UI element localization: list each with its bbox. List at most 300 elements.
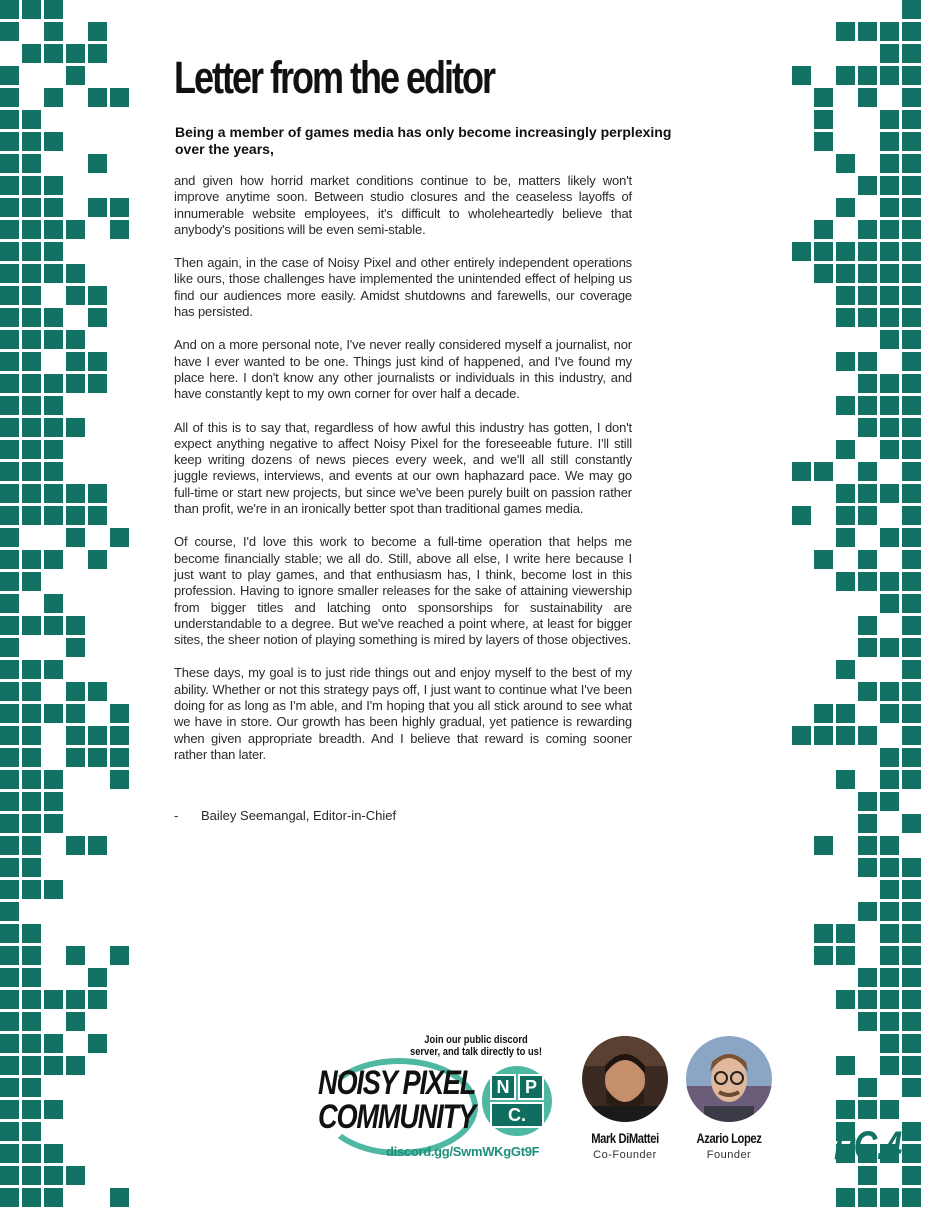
person-card	[674, 1036, 784, 1161]
pixel-cell	[880, 286, 899, 305]
pixel-cell	[0, 792, 19, 811]
pixel-cell	[0, 682, 19, 701]
pixel-cell	[22, 858, 41, 877]
pixel-cell	[814, 462, 833, 481]
pixel-cell	[858, 220, 877, 239]
pixel-cell	[44, 484, 63, 503]
pixel-cell	[22, 1034, 41, 1053]
pixel-cell	[902, 682, 921, 701]
pixel-cell	[880, 374, 899, 393]
pixel-cell	[44, 594, 63, 613]
pixel-cell	[858, 814, 877, 833]
pixel-cell	[792, 506, 811, 525]
pixel-cell	[880, 990, 899, 1009]
pixel-cell	[66, 528, 85, 547]
pixel-cell	[0, 638, 19, 657]
pixel-cell	[880, 572, 899, 591]
pixel-cell	[836, 660, 855, 679]
pixel-cell	[0, 616, 19, 635]
pixel-cell	[858, 352, 877, 371]
pixel-cell	[0, 308, 19, 327]
pixel-cell	[858, 1012, 877, 1031]
pixel-cell	[902, 528, 921, 547]
pixel-cell	[880, 1056, 899, 1075]
pixel-cell	[0, 462, 19, 481]
pixel-cell	[22, 198, 41, 217]
pixel-cell	[902, 594, 921, 613]
article-body	[174, 173, 632, 780]
pixel-cell	[22, 770, 41, 789]
pixel-cell	[66, 484, 85, 503]
pixel-cell	[0, 352, 19, 371]
pixel-cell	[0, 770, 19, 789]
pixel-cell	[0, 660, 19, 679]
pixel-cell	[22, 946, 41, 965]
pixel-cell	[22, 1122, 41, 1141]
pixel-cell	[858, 242, 877, 261]
pixel-cell	[902, 132, 921, 151]
signature	[174, 808, 396, 823]
pixel-cell	[44, 418, 63, 437]
pixel-cell	[880, 132, 899, 151]
pixel-cell	[0, 946, 19, 965]
pixel-cell	[0, 1166, 19, 1185]
pixel-cell	[902, 462, 921, 481]
pixel-cell	[22, 616, 41, 635]
pixel-cell	[836, 726, 855, 745]
pixel-cell	[22, 154, 41, 173]
pixel-cell	[836, 66, 855, 85]
pixel-cell	[902, 506, 921, 525]
pixel-cell	[44, 1100, 63, 1119]
pixel-cell	[858, 88, 877, 107]
pixel-cell	[836, 1100, 855, 1119]
pixel-cell	[0, 1012, 19, 1031]
pixel-cell	[88, 990, 107, 1009]
pixel-cell	[88, 550, 107, 569]
pixel-cell	[0, 748, 19, 767]
pixel-cell	[22, 506, 41, 525]
pixel-cell	[44, 1188, 63, 1207]
pixel-cell	[0, 1144, 19, 1163]
pixel-cell	[836, 924, 855, 943]
discord-link[interactable]: discord.gg/SwmWKgGt9F	[386, 1144, 540, 1159]
pixel-cell	[880, 968, 899, 987]
pixel-cell	[0, 154, 19, 173]
pixel-cell	[902, 352, 921, 371]
pixel-cell	[0, 396, 19, 415]
pixel-cell	[880, 792, 899, 811]
pixel-cell	[902, 1122, 921, 1141]
person-name: Azario Lopez	[696, 1130, 762, 1146]
pixel-cell	[836, 286, 855, 305]
pixel-cell	[880, 220, 899, 239]
left-pixel-border	[0, 0, 136, 1200]
pixel-cell	[66, 1166, 85, 1185]
pixel-cell	[858, 968, 877, 987]
pixel-cell	[858, 22, 877, 41]
pixel-cell	[44, 132, 63, 151]
pixel-cell	[0, 858, 19, 877]
pixel-cell	[22, 924, 41, 943]
paragraph: Of course, I'd love this work to become a full-time operation that helps me become financially stable; we all do. Still, above all else, I write here because I just want to play games, and that enthusiasm has, I think, become lost in this profession. Having to ignore smaller releases for the sake of attaining viewership from bigger titles and latching onto sponsorships for sustainability are understandable to a degree. But we've reached a point where, at least for bigger sites, the sheer notion of playing something is mired by layers of those objectives.	[174, 534, 632, 648]
pixel-cell	[44, 550, 63, 569]
pixel-cell	[880, 110, 899, 129]
pixel-cell	[0, 374, 19, 393]
logo-line-2: COMMUNITY	[318, 1098, 475, 1136]
pixel-cell	[858, 462, 877, 481]
pixel-cell	[858, 858, 877, 877]
person-role: Founder	[706, 1149, 752, 1161]
pixel-cell	[88, 1034, 107, 1053]
pixel-cell	[902, 726, 921, 745]
pixel-cell	[880, 242, 899, 261]
pixel-cell	[88, 198, 107, 217]
pixel-cell	[88, 286, 107, 305]
pixel-cell	[88, 374, 107, 393]
pixel-cell	[880, 484, 899, 503]
pixel-cell	[0, 22, 19, 41]
pixel-cell	[858, 1078, 877, 1097]
pixel-cell	[66, 220, 85, 239]
pixel-cell	[814, 924, 833, 943]
pixel-cell	[858, 396, 877, 415]
pixel-cell	[110, 220, 129, 239]
pixel-cell	[880, 594, 899, 613]
pixel-cell	[66, 66, 85, 85]
pixel-cell	[836, 396, 855, 415]
pixel-cell	[902, 1188, 921, 1207]
pixel-cell	[880, 22, 899, 41]
pixel-cell	[88, 88, 107, 107]
pixel-cell	[110, 528, 129, 547]
pixel-cell	[880, 330, 899, 349]
pixel-cell	[0, 286, 19, 305]
pixel-cell	[0, 66, 19, 85]
pixel-cell	[110, 748, 129, 767]
pixel-cell	[902, 1056, 921, 1075]
pixel-cell	[22, 550, 41, 569]
pixel-cell	[22, 308, 41, 327]
pixel-cell	[880, 1012, 899, 1031]
pixel-cell	[880, 880, 899, 899]
pixel-cell	[902, 1166, 921, 1185]
pixel-cell	[880, 902, 899, 921]
pixel-cell	[44, 990, 63, 1009]
pixel-cell	[880, 638, 899, 657]
discord-promo[interactable]	[316, 1030, 566, 1170]
pixel-cell	[22, 880, 41, 899]
pixel-cell	[0, 1188, 19, 1207]
pixel-cell	[902, 484, 921, 503]
pixel-cell	[66, 264, 85, 283]
avatar	[686, 1036, 772, 1122]
pixel-cell	[880, 198, 899, 217]
pixel-cell	[88, 748, 107, 767]
pixel-cell	[902, 748, 921, 767]
pixel-cell	[0, 1078, 19, 1097]
paragraph: And on a more personal note, I've never really considered myself a journalist, nor have I ever wanted to be one. Things just kind of happened, and I've found my place here. I don't know any other journalists or individuals in this industry, and have constantly kept to my own corner for over half a decade.	[174, 337, 632, 402]
pixel-cell	[66, 286, 85, 305]
pixel-cell	[44, 1166, 63, 1185]
pixel-cell	[0, 176, 19, 195]
pixel-cell	[88, 352, 107, 371]
pixel-cell	[66, 44, 85, 63]
pixel-cell	[858, 550, 877, 569]
pixel-cell	[0, 0, 19, 19]
pixel-cell	[110, 1188, 129, 1207]
pixel-cell	[44, 242, 63, 261]
pixel-cell	[858, 66, 877, 85]
pixel-cell	[880, 1188, 899, 1207]
pixel-cell	[902, 44, 921, 63]
pixel-cell	[836, 704, 855, 723]
pixel-cell	[44, 1056, 63, 1075]
pixel-cell	[858, 616, 877, 635]
pixel-cell	[902, 22, 921, 41]
pixel-cell	[66, 506, 85, 525]
pixel-cell	[0, 88, 19, 107]
pixel-cell	[44, 44, 63, 63]
pixel-cell	[0, 440, 19, 459]
pixel-cell	[902, 418, 921, 437]
pixel-cell	[44, 880, 63, 899]
pixel-cell	[858, 286, 877, 305]
npc-tile-n: N	[490, 1074, 516, 1100]
pixel-cell	[814, 836, 833, 855]
pixel-cell	[902, 374, 921, 393]
pixel-cell	[0, 198, 19, 217]
pixel-cell	[88, 308, 107, 327]
community-logo-text	[318, 1066, 475, 1134]
pixel-cell	[902, 968, 921, 987]
pixel-cell	[814, 946, 833, 965]
paragraph: Then again, in the case of Noisy Pixel and other entirely independent operations like ours, those challenges have implemented the unintended effect of helping us find our audiences more easily. Amidst shutdowns and farewells, our coverage has persisted.	[174, 255, 632, 320]
pixel-cell	[88, 484, 107, 503]
pixel-cell	[792, 66, 811, 85]
pixel-cell	[836, 440, 855, 459]
pixel-cell	[66, 374, 85, 393]
pixel-cell	[22, 792, 41, 811]
pixel-cell	[0, 1034, 19, 1053]
pixel-cell	[902, 110, 921, 129]
pixel-cell	[814, 220, 833, 239]
pixel-cell	[22, 1100, 41, 1119]
pixel-cell	[858, 506, 877, 525]
pixel-cell	[44, 396, 63, 415]
pixel-cell	[66, 836, 85, 855]
pixel-cell	[814, 704, 833, 723]
pixel-cell	[0, 880, 19, 899]
pixel-cell	[880, 176, 899, 195]
pixel-cell	[836, 1188, 855, 1207]
pixel-cell	[22, 264, 41, 283]
pixel-cell	[66, 330, 85, 349]
pixel-cell	[858, 1100, 877, 1119]
pixel-cell	[858, 264, 877, 283]
pixel-cell	[66, 990, 85, 1009]
avatar	[582, 1036, 668, 1122]
pixel-cell	[22, 462, 41, 481]
pixel-cell	[0, 220, 19, 239]
pixel-cell	[902, 924, 921, 943]
pixel-cell	[880, 682, 899, 701]
pixel-cell	[22, 176, 41, 195]
pixel-cell	[0, 594, 19, 613]
pixel-cell	[44, 770, 63, 789]
pixel-cell	[88, 836, 107, 855]
pixel-cell	[858, 682, 877, 701]
pixel-cell	[836, 352, 855, 371]
pixel-cell	[66, 704, 85, 723]
pixel-cell	[902, 330, 921, 349]
pixel-cell	[66, 1056, 85, 1075]
pixel-cell	[814, 550, 833, 569]
pixel-cell	[902, 242, 921, 261]
pixel-cell	[902, 1034, 921, 1053]
pixel-cell	[0, 814, 19, 833]
pixel-cell	[880, 418, 899, 437]
pixel-cell	[836, 1056, 855, 1075]
pixel-cell	[0, 242, 19, 261]
pixel-cell	[22, 748, 41, 767]
pixel-cell	[902, 1078, 921, 1097]
pixel-cell	[0, 572, 19, 591]
pixel-cell	[0, 418, 19, 437]
pixel-cell	[858, 308, 877, 327]
pixel-cell	[0, 1122, 19, 1141]
pixel-cell	[902, 176, 921, 195]
pixel-cell	[836, 528, 855, 547]
pixel-cell	[880, 924, 899, 943]
signature-text: Bailey Seemangal, Editor-in-Chief	[201, 808, 397, 823]
pixel-cell	[66, 946, 85, 965]
pixel-cell	[880, 946, 899, 965]
pixel-cell	[902, 88, 921, 107]
pixel-cell	[66, 726, 85, 745]
pixel-cell	[902, 264, 921, 283]
pixel-cell	[22, 572, 41, 591]
pixel-cell	[836, 770, 855, 789]
pixel-cell	[22, 330, 41, 349]
pixel-cell	[902, 704, 921, 723]
pixel-cell	[858, 418, 877, 437]
pixel-cell	[814, 88, 833, 107]
pixel-cell	[22, 440, 41, 459]
pixel-cell	[0, 704, 19, 723]
pixel-cell	[110, 198, 129, 217]
pixel-cell	[836, 242, 855, 261]
person-role: Co-Founder	[593, 1149, 657, 1161]
pixel-cell	[902, 638, 921, 657]
pixel-cell	[836, 22, 855, 41]
pixel-cell	[88, 968, 107, 987]
pixel-cell	[0, 506, 19, 525]
pixel-cell	[836, 946, 855, 965]
pixel-cell	[66, 352, 85, 371]
pixel-cell	[836, 308, 855, 327]
pixel-cell	[88, 726, 107, 745]
pixel-cell	[858, 484, 877, 503]
pixel-cell	[0, 264, 19, 283]
pixel-cell	[22, 286, 41, 305]
person-card	[570, 1036, 680, 1161]
signature-dash: -	[174, 808, 179, 823]
pixel-cell	[0, 836, 19, 855]
pixel-cell	[66, 638, 85, 657]
pixel-cell	[22, 704, 41, 723]
pixel-cell	[902, 902, 921, 921]
pixel-cell	[44, 616, 63, 635]
pixel-cell	[0, 110, 19, 129]
pixel-cell	[44, 792, 63, 811]
pixel-cell	[110, 726, 129, 745]
pixel-cell	[44, 374, 63, 393]
pixel-cell	[880, 704, 899, 723]
pixel-cell	[858, 572, 877, 591]
pixel-cell	[110, 770, 129, 789]
pixel-cell	[22, 968, 41, 987]
pixel-cell	[22, 726, 41, 745]
paragraph: All of this is to say that, regardless of how awful this industry has gotten, I don't expect anything negative to affect Noisy Pixel for the foreseeable future. I'll still keep writing dozens of news pieces every week, and we'll all still constantly juggle reviews, interviews, and events at our own haphazard pace. We may go full-time or start new projects, but since we've been purely built on passion rather than profit, we're in an ironically better spot than traditional games media.	[174, 419, 632, 517]
pixel-cell	[902, 550, 921, 569]
pixel-cell	[88, 154, 107, 173]
pixel-cell	[858, 990, 877, 1009]
pixel-cell	[836, 506, 855, 525]
pixel-cell	[44, 198, 63, 217]
pixel-cell	[44, 264, 63, 283]
pixel-cell	[22, 1012, 41, 1031]
pixel-cell	[22, 836, 41, 855]
pixel-cell	[902, 154, 921, 173]
pixel-cell	[0, 1056, 19, 1075]
pixel-cell	[0, 484, 19, 503]
pixel-cell	[858, 176, 877, 195]
pixel-cell	[0, 528, 19, 547]
pixel-cell	[880, 44, 899, 63]
pixel-cell	[836, 198, 855, 217]
pixel-cell	[0, 726, 19, 745]
npc-tile-c: C.	[490, 1102, 544, 1128]
pixel-cell	[858, 374, 877, 393]
logo-line-1: NOISY PIXEL	[318, 1064, 476, 1102]
pixel-cell	[66, 748, 85, 767]
pixel-cell	[880, 748, 899, 767]
pixel-cell	[902, 770, 921, 789]
npc-logo-icon	[482, 1066, 552, 1136]
pixel-cell	[902, 308, 921, 327]
pixel-cell	[858, 836, 877, 855]
pixel-cell	[88, 506, 107, 525]
person-name: Mark DiMattei	[591, 1130, 659, 1146]
pixel-cell	[902, 660, 921, 679]
paragraph: These days, my goal is to just ride things out and enjoy myself to the best of my ability. Whether or not this strategy pays off, I just want to continue what I've been doing for as long as I'm able, and I'm hoping that you all stick around to see what we have in store. Our growth has been highly gradual, yet patience is rewarding when given appropriate breadth. And I believe that reward is coming sooner rather than later.	[174, 665, 632, 762]
pixel-cell	[22, 220, 41, 239]
page-number: PG.4	[834, 1124, 901, 1168]
npc-tile-p: P	[518, 1074, 544, 1100]
pixel-cell	[0, 990, 19, 1009]
pixel-cell	[22, 990, 41, 1009]
pixel-cell	[22, 484, 41, 503]
pixel-cell	[22, 660, 41, 679]
pixel-cell	[880, 858, 899, 877]
pixel-cell	[858, 902, 877, 921]
pixel-cell	[880, 770, 899, 789]
pixel-cell	[814, 242, 833, 261]
pixel-cell	[880, 528, 899, 547]
pixel-cell	[88, 44, 107, 63]
pixel-cell	[66, 682, 85, 701]
